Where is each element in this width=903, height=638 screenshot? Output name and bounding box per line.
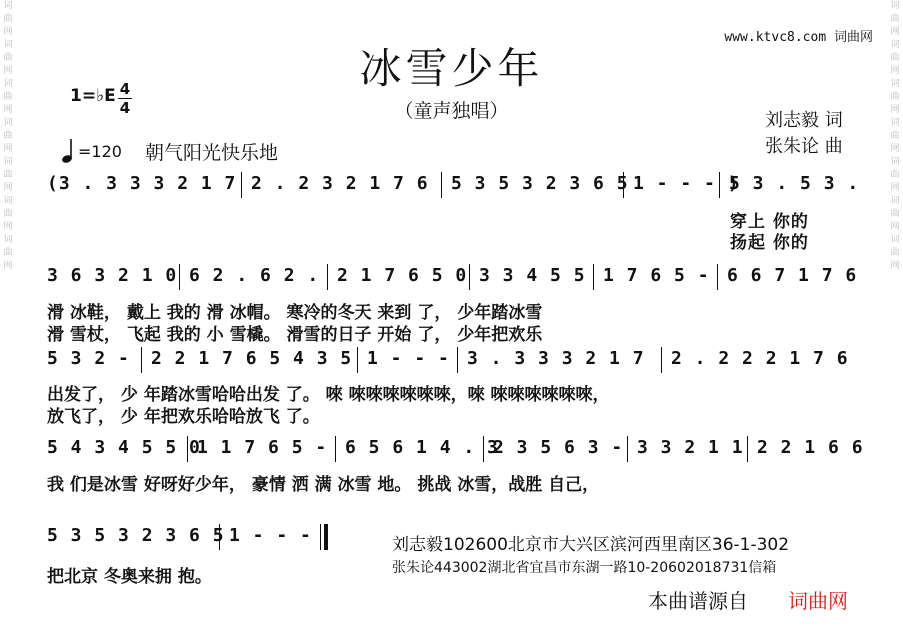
measure: 6 5 6 1 4 . 3 (345, 437, 499, 458)
quarter-note-icon (60, 138, 76, 164)
source-site-link[interactable]: 词曲网 (788, 589, 848, 613)
time-top: 4 (119, 80, 131, 98)
barline (623, 172, 624, 198)
measure: 1 7 6 5 - (603, 265, 710, 286)
barline (179, 264, 180, 290)
contact-lyricist: 刘志毅102600北京市大兴区滨河西里南区36-1-302 (392, 535, 790, 555)
measure: 6 2 . 6 2 . (189, 265, 320, 286)
key-signature: 1=♭E (70, 86, 116, 106)
measure: 2 1 7 6 5 0 (337, 265, 468, 286)
lyrics-line-5: 把北京 冬奥来拥 抱。 (47, 567, 212, 587)
barline (219, 524, 220, 550)
contact-composer: 张朱论443002湖北省宜昌市东湖一路10-20602018731信箱 (392, 560, 777, 576)
barline (335, 436, 336, 462)
lyrics-line-2a: 滑 冰鞋， 戴上 我的 滑 冰帽。 寒冷的冬天 来到 了， 少年踏冰雪 (47, 303, 543, 323)
final-barline-thin (320, 524, 321, 550)
barline (141, 347, 142, 373)
barline (747, 436, 748, 462)
score-line-1 (45, 170, 865, 200)
barline (357, 347, 358, 373)
barline (717, 264, 718, 290)
measure: (3 . 3 3 3 2 1 7 (47, 173, 237, 194)
measure: 5 3 . 5 3 . (729, 173, 860, 194)
measure: 3 3 2 1 1 (637, 437, 744, 458)
time-signature (118, 80, 132, 117)
measure: 1 1 7 6 5 - (197, 437, 328, 458)
score-line-2 (45, 262, 865, 292)
measure: 1 - - - (367, 348, 450, 369)
time-bottom: 4 (119, 99, 131, 117)
composer-credit: 张朱论 曲 (765, 136, 843, 157)
barline (327, 264, 328, 290)
measure: 2 2 1 7 6 5 4 3 5 (151, 348, 353, 369)
watermark-right: 词曲网词曲网词曲网词曲网词曲网词曲网词曲网 (890, 1, 900, 271)
measure: 6 6 7 1 7 6 (727, 265, 858, 286)
measure: 1 - - - (229, 525, 312, 546)
song-subtitle: （童声独唱） (394, 100, 509, 122)
measure: 2 . 2 2 2 1 7 6 (671, 348, 849, 369)
source-label: 本曲谱源自 (648, 589, 748, 613)
barline (593, 264, 594, 290)
barline (241, 172, 242, 198)
final-barline-thick (324, 524, 328, 550)
score-line-4 (45, 434, 865, 464)
measure: 3 . 3 3 3 2 1 7 (467, 348, 645, 369)
song-title: 冰雪少年 (359, 44, 544, 93)
lyrics-line-3a: 出发了， 少 年踏冰雪哈哈出发 了。 唻 唻唻唻唻唻唻，唻 唻唻唻唻唻唻， (47, 385, 610, 405)
barline (187, 436, 188, 462)
barline (627, 436, 628, 462)
measure: 1 - - - ) (633, 173, 740, 194)
measure: 2 3 5 6 3 - (493, 437, 624, 458)
expression-mark: 朝气阳光快乐地 (145, 142, 279, 164)
lyrics-line-2b: 滑 雪杖， 飞起 我的 小 雪橇。 滑雪的日子 开始 了， 少年把欢乐 (47, 325, 543, 345)
tempo-mark: =120 (78, 142, 122, 161)
lyricist-credit: 刘志毅 词 (765, 110, 843, 131)
lyrics-line-1b: 扬起 你的 (730, 233, 809, 253)
site-name: 词曲网 (833, 30, 873, 45)
lyrics-line-1a: 穿上 你的 (730, 212, 809, 232)
barline (469, 264, 470, 290)
watermark-left: 词曲网词曲网词曲网词曲网词曲网词曲网词曲网 (3, 1, 13, 271)
measure: 3 3 4 5 5 (479, 265, 586, 286)
barline (457, 347, 458, 373)
score-line-3 (45, 345, 865, 375)
barline (483, 436, 484, 462)
measure: 3 6 3 2 1 0 (47, 265, 178, 286)
lyrics-line-3b: 放飞了， 少 年把欢乐哈哈放飞 了。 (47, 407, 320, 427)
barline (441, 172, 442, 198)
barline (719, 172, 720, 198)
lyrics-line-4: 我 们是冰雪 好呀好少年， 豪情 洒 满 冰雪 地。 挑战 冰雪，战胜 自己， (47, 475, 600, 495)
final-barline (320, 524, 330, 550)
measure: 5 3 2 - (47, 348, 130, 369)
measure: 5 3 5 3 2 3 6 5 (47, 525, 225, 546)
measure: 2 . 2 3 2 1 7 6 (251, 173, 429, 194)
score-line-5 (45, 522, 345, 552)
barline (661, 347, 662, 373)
measure: 5 4 3 4 5 5 0 (47, 437, 201, 458)
site-url[interactable]: www.ktvc8.com (724, 30, 827, 45)
measure: 5 3 5 3 2 3 6 5 (451, 173, 629, 194)
measure: 2 2 1 6 6 (757, 437, 864, 458)
